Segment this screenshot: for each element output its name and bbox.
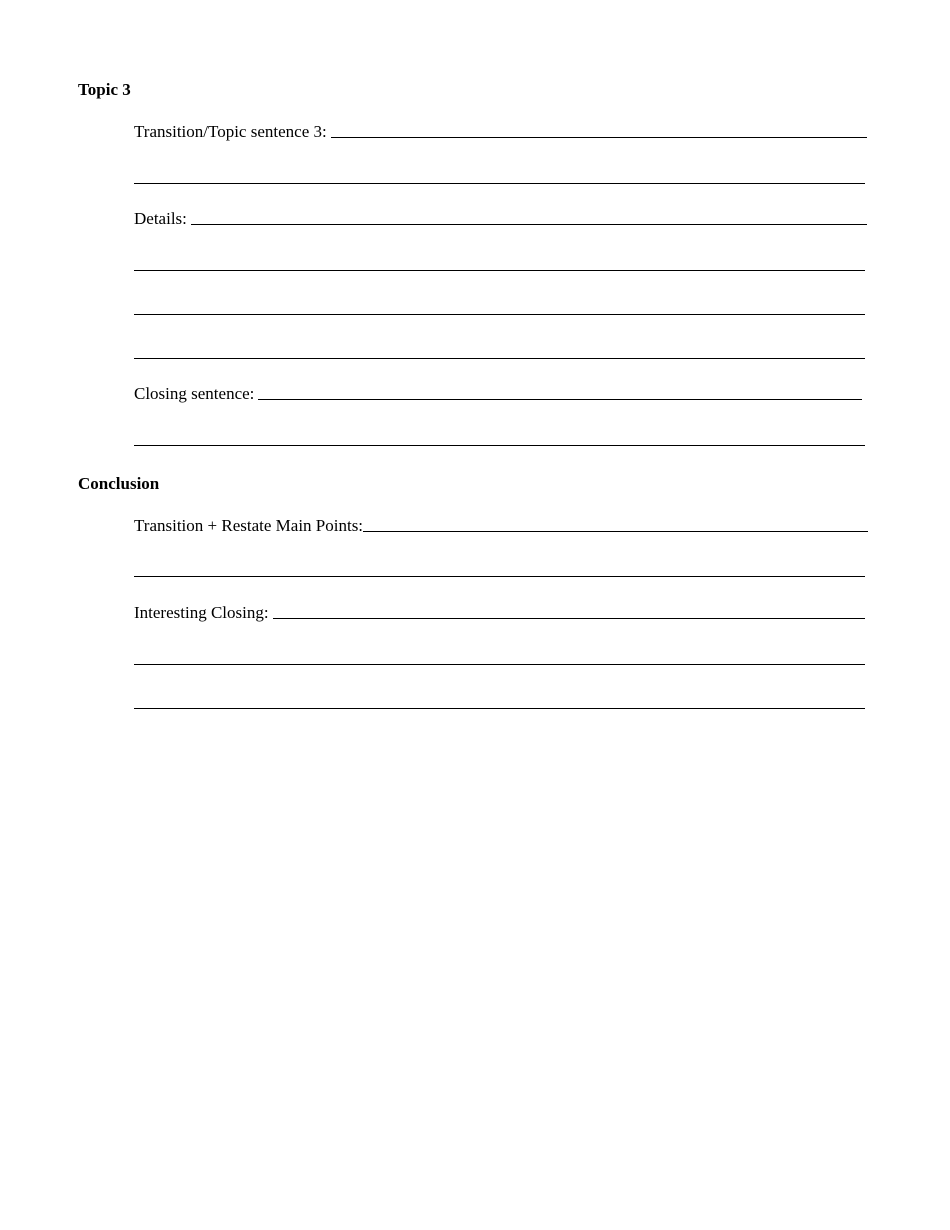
transition-topic-sentence-row[interactable] [134,120,867,142]
restate-main-points-line[interactable] [363,531,868,532]
restate-main-points-label: Transition + Restate Main Points: [134,516,364,535]
closing-sentence-line[interactable] [258,399,862,400]
closing-sentence-label: Closing sentence: [134,384,255,403]
details-line-1[interactable] [191,224,867,225]
interesting-closing-line[interactable] [273,618,865,619]
restate-main-points-row[interactable] [134,514,868,536]
conclusion-heading: Conclusion [78,474,160,493]
transition-topic-sentence-label: Transition/Topic sentence 3: [134,122,327,141]
details-row[interactable] [134,207,867,229]
interesting-closing-row[interactable] [134,601,865,623]
closing-sentence-line-2[interactable] [134,445,865,446]
details-line-3[interactable] [134,314,865,315]
interesting-closing-line-2[interactable] [134,664,865,665]
topic3-heading: Topic 3 [78,80,131,99]
interesting-closing-line-3[interactable] [134,708,865,709]
restate-main-points-line-2[interactable] [134,576,865,577]
closing-sentence-row[interactable] [134,382,862,404]
details-label: Details: [134,209,187,228]
interesting-closing-label: Interesting Closing: [134,603,269,622]
details-line-4[interactable] [134,358,865,359]
details-line-2[interactable] [134,270,865,271]
transition-topic-sentence-line[interactable] [331,137,867,138]
transition-topic-sentence-line-2[interactable] [134,183,865,184]
